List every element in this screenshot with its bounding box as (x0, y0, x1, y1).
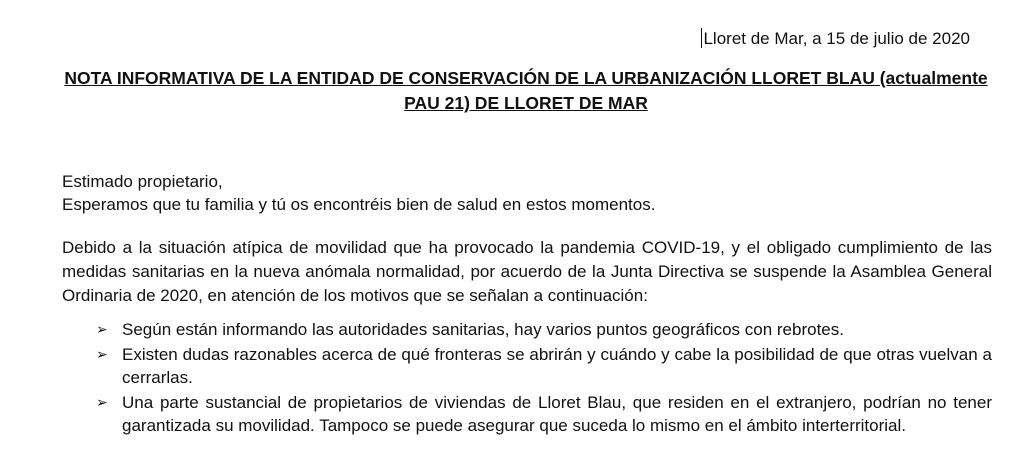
arrow-bullet-icon: ➢ (96, 346, 108, 362)
list-item-text: Existen dudas razonables acerca de qué fronteras se abrirán y cuándo y cabe la posibilidad de que otras vuelvan a cerrarlas. (122, 345, 992, 387)
arrow-bullet-icon: ➢ (96, 394, 108, 410)
list-item-text: Una parte sustancial de propietarios de viviendas de Lloret Blau, que residen en el extranjero, podrían no tener garantizada su movilidad. Tampoco se puede asegurar que suceda lo mismo en el ámbito interterritorial. (122, 393, 992, 435)
date-text: Lloret de Mar, a 15 de julio de 2020 (703, 29, 970, 48)
list-item (62, 343, 992, 389)
date-line (701, 28, 970, 50)
list-item-text: Según están informando las autoridades sanitarias, hay varios puntos geográficos con rebrotes. (122, 320, 844, 339)
arrow-bullet-icon: ➢ (96, 321, 108, 337)
reasons-list (62, 318, 992, 439)
list-item (62, 391, 992, 437)
greeting: Estimado propietario, (62, 172, 223, 191)
list-item (62, 318, 992, 341)
wish-line: Esperamos que tu familia y tú os encontréis bien de salud en estos momentos. (62, 195, 656, 214)
salutation (62, 170, 992, 216)
document-title: NOTA INFORMATIVA DE LA ENTIDAD DE CONSERVACIÓN DE LA URBANIZACIÓN LLORET BLAU (actualmente PAU 21) DE LLORET DE MAR (64, 68, 988, 113)
body-paragraph: Debido a la situación atípica de movilidad que ha provocado la pandemia COVID-19, y el obligado cumplimiento de las medidas sanitarias en la nueva anómala normalidad, por acuerdo de la Junta Directiva se suspende la Asamblea General Ordinaria de 2020, en atención de los motivos que se señalan a continuación: (62, 238, 992, 305)
